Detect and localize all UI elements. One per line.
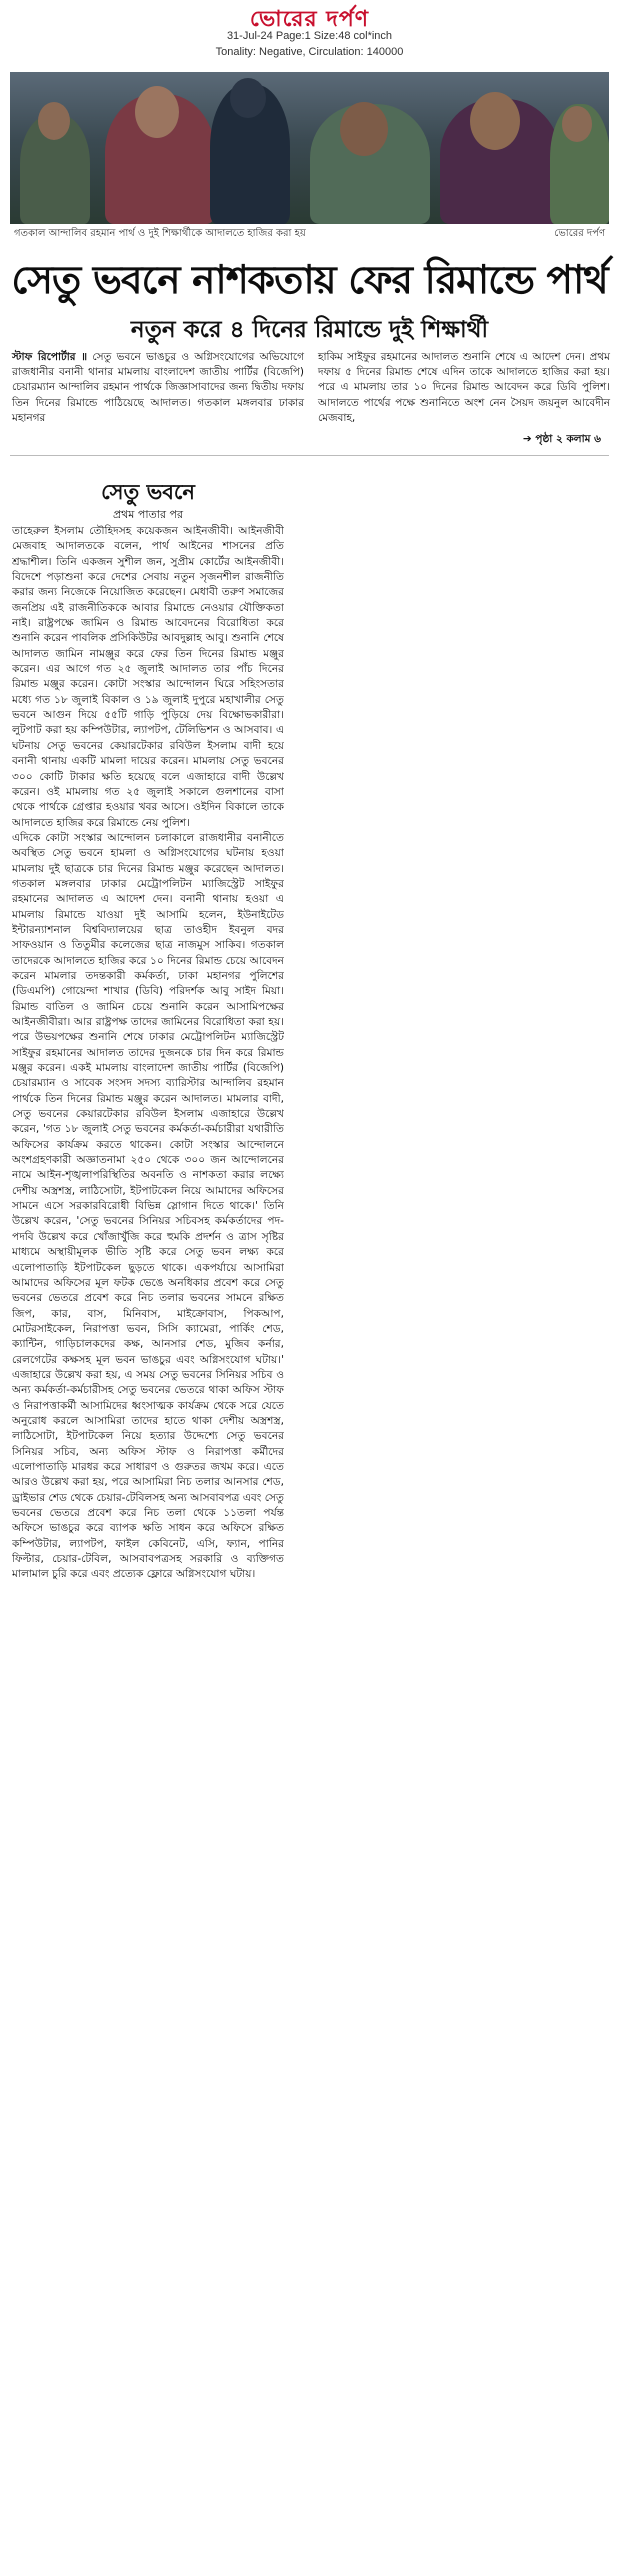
section-divider <box>10 455 609 456</box>
body-paragraph: তাহেরুল ইসলাম তৌহিদসহ কয়েকজন আইনজীবী। আইনজীবী মেজবাহ আদালতকে বলেন, পার্থ আইনের শাসনের প্রতি শ্রদ্ধাশীল। তিনি একজন সুশীল জন, সুপ্রীম কোর্টের আইনজীবী। বিদেশে পড়াশুনা করে দেশের সেবায় নতুন সৃজনশীল রাজনীতি করার জন্য নিজেকে নিয়োজিত করেছেন। মেধাবী তরুণ সমাজের জনপ্রিয় এই রাজনীতিককে আবার রিমান্ডে নেওয়ার যৌক্তিকতা নাই। রাষ্ট্রপক্ষে জামিন ও রিমান্ড আবেদনের বিরোধিতা করে শুনানি করেন পাবলিক প্রসিকিউটর আবদুল্লাহ আবু। শুনানি শেষে আদালত জামিন নামঞ্জুর করে ফের তিন দিনের রিমান্ড মঞ্জুর করেন। এর আগে গত ২৫ জুলাই আদালত তার পাঁচ দিনের রিমান্ড মঞ্জুর করেন। কোটা সংস্কার আন্দোলন ঘিরে সহিংসতার মধ্যে গত ১৮ জুলাই বিকাল ও ১৯ জুলাই দুপুরে মহাখালীর সেতু ভবনে আগুন দিয়ে ৫৫টি গাড়ি পুড়িয়ে দেয় বিক্ষোভকারীরা। লুটপাট করা হয় কম্পিউটার, ল্যাপটপ, টেলিভিশন ও আসবাব। এ ঘটনায় সেতু ভবনের কেয়ারটেকার রবিউল ইসলাম বাদী হয়ে বনানী থানায় একটি মামলা দায়ের করেন। মামলায় সেতু ভবনের ৩০০ কোটি টাকার ক্ষতি হয়েছে বলে এজাহারে বাদী উল্লেখ করেন। ওই মামলায় গত ২৫ জুলাই সকালে গুলশানের বাসা থেকে পার্থকে গ্রেপ্তার হওয়ার খবর আসে। ওইদিন বিকালে তাকে আদালতে হাজির করে রিমান্ডে নেয় পুলিশ। <box>12 525 284 829</box>
clipping-meta-date-size: 31-Jul-24 Page:1 Size:48 col*inch <box>226 30 393 42</box>
photo-caption-row <box>14 226 605 242</box>
continuation-body <box>12 524 284 2554</box>
subheadline: নতুন করে ৪ দিনের রিমান্ডে দুই শিক্ষার্থী <box>130 317 489 343</box>
headline: সেতু ভবনে নাশকতায় ফের রিমান্ডে পার্থ <box>11 258 608 303</box>
body-paragraph: এদিকে কোটা সংস্কার আন্দোলন চলাকালে রাজধানীর বনানীতে অবস্থিত সেতু ভবনে হামলা ও অগ্নিসংযোগের ঘটনায় হওয়া মামলায় দুই ছাত্রকে চার দিনের রিমান্ড মঞ্জুর করেছেন আদালত। গতকাল মঙ্গলবার ঢাকার মেট্রোপলিটন ম্যাজিস্ট্রেট সাইফুর রহমানের আদালত এ আদেশ দেন। বনানী থানায় হওয়া এ মামলায় রিমান্ডে যাওয়া দুই আসামি হলেন, ইউনাইটেড ইন্টারন্যাশনাল বিশ্ববিদ্যালয়ের ছাত্র তাওহীদ ইবনুল বদর সাফওয়ান ও তিতুমীর কলেজের ছাত্র নাজমুস সাকিব। গতকাল তাদেরকে আদালতে হাজির করে ১০ দিনের রিমান্ড চেয়ে আবেদন করেন মামলার তদন্তকারী কর্মকর্তা, ঢাকা মহানগর পুলিশের (ডিএমপি) গোয়েন্দা শাখার (ডিবি) পরিদর্শক আবু সাইদ মিয়া। রিমান্ড বাতিল ও জামিন চেয়ে শুনানি করেন আসামিপক্ষের আইনজীবীরা। আর রাষ্ট্রপক্ষ তাদের জামিনের বিরোধিতা করা হয়। পরে উভয়পক্ষের শুনানি শেষে ঢাকার মেট্রোপলিটন ম্যাজিস্ট্রেট সাইফুর রহমানের আদালত তাদের দুজনকে চার দিন করে রিমান্ড মঞ্জুর করেন। একই মামলায় বাংলাদেশ জাতীয় পার্টির (বিজেপি) চেয়ারম্যান ও সাবেক সংসদ সদস্য ব্যারিস্টার আন্দালিব রহমান পার্থকে তিন দিনের রিমান্ড মঞ্জুর করেন আদালত। মামলার বাদী, সেতু ভবনের কেয়ারটেকার রবিউল ইসলাম এজাহারে উল্লেখ করেন, 'গত ১৮ জুলাই সেতু ভবনের কর্মকর্তা-কর্মচারীরা যথারীতি অফিসের কার্যক্রম করতে থাকেন। কোটা সংস্কার আন্দোলনে অংশগ্রহণকারী অজ্ঞাতনামা ২৫০ থেকে ৩০০ জন আন্দোলনের নামে আইন-শৃঙ্খলাপরিস্থিতির অবনতি ও নাশকতা করার লক্ষ্যে দেশীয় অস্ত্রশস্ত্র, লাঠিসোটা, ইটপাটকেল নিয়ে আমাদের অফিসের সামনে এসে সরকারবিরোধী বিভিন্ন স্লোগান দিতে থাকে।' তিনি উল্লেখ করেন, 'সেতু ভবনের সিনিয়র সচিবসহ কর্মকর্তাদের পদ-পদবি উল্লেখ করে খোঁজাখুঁজি করে হুমকি প্রদর্শন ও ত্রাস সৃষ্টির মাধ্যমে অস্থায়ীমূলক ভীতি সৃষ্টি করে সেতু ভবন লক্ষ্য করে এলোপাতাড়ি ইটপাটকেল ছুড়তে থাকে। একপর্যায়ে আসামিরা আমাদের অফিসের মূল ফটক ভেঙে অনধিকার প্রবেশ করে সেতু ভবনের ভেতরে প্রবেশ করে নিচ তলার ভবনের সামনে রক্ষিত জিপ, কার, বাস, মিনিবাস, মাইক্রোবাস, পিকআপ, মোটরসাইকেল, নিরাপত্তা ভবন, সিসি ক্যামেরা, পার্কিং শেড, ক্যান্টিন, গাড়িচালকদের কক্ষ, আনসার শেড, মুজিব কর্নার, রেলগেটের কক্ষসহ মূল ভবন ভাঙচুর এবং অগ্নিসংযোগ ঘটায়।' এজাহারে উল্লেখ করা হয়, এ সময় সেতু ভবনের সিনিয়র সচিব ও অন্য কর্মকর্তা-কর্মচারীসহ সেতু ভবনের ভেতরে থাকা অফিস স্টাফ ও নিরাপত্তাকর্মী আসামিদের ধ্বংসাত্মক কার্যক্রম থেকে সরে যেতে অনুরোধ করলে আসামিরা তাদের হাতে থাকা দেশীয় অস্ত্রশস্ত্র, লাঠিসোটা, ইটপাটকেল নিয়ে হত্যার উদ্দেশ্যে সেতু ভবনের সিনিয়র সচিব, অন্য অফিস স্টাফ ও নিরাপত্তা কর্মীদের এলোপাতাড়ি মারধর করে সাধারণ ও গুরুতর জখম করে। এতে আরও উল্লেখ করা হয়, পরে আসামিরা নিচ তলার আনসার শেড, ড্রাইভার শেড থেকে চেয়ার-টেবিলসহ অন্য আসবাবপত্র এবং সেতু ভবনের ভেতরে প্রবেশ করে নিচ তলা থেকে ১১তলা পর্যন্ত অফিসে ভাঙচুর করে ব্যাপক ক্ষতি সাধন করে অফিসে রক্ষিত কম্পিউটার, ল্যাপটপ, ফাইল কেবিনেট, এসি, ফ্যান, পানির ফিল্টার, চেয়ার-টেবিল, আসবাবপত্রসহ সরকারি ও ব্যক্তিগত মালামাল চুরি করে এবং প্রত্যেক ফ্লোরে অগ্নিসংযোগ ঘটায়। <box>12 831 284 1581</box>
masthead <box>0 0 619 68</box>
lead-column-left <box>12 350 304 426</box>
newspaper-logo: ভোরের দর্পণ <box>249 6 370 32</box>
lead-column-right <box>318 350 610 426</box>
news-photo <box>10 72 609 224</box>
lead-text-right: হাকিম সাইফুর রহমানের আদালত শুনানি শেষে এ আদেশ দেন। প্রথম দফায় ৫ দিনের রিমান্ড শেষে এদিন তাকে আদালতে হাজির করা হয়। পরে এ মামলায় তার ১০ দিনের রিমান্ড আবেদন করে ডিবি পুলিশ। আদালতে পার্থের পক্ষে শুনানিতে অংশ নেন সৈয়দ জয়নুল আবেদীন মেজবাহ, <box>318 351 610 424</box>
byline: স্টাফ রিপোর্টার ॥ <box>12 351 88 363</box>
photo-caption: গতকাল আন্দালিব রহমান পার্থ ও দুই শিক্ষার্থীকে আদালতে হাজির করা হয় <box>14 228 306 239</box>
photo-credit: ভোরের দর্পণ <box>554 228 605 239</box>
continuation-title: সেতু ভবনে <box>101 480 195 504</box>
lead-text-left: সেতু ভবনে ভাঙচুর ও অগ্নিসংযোগের অভিযোগে রাজধানীর বনানী থানার মামলায় বাংলাদেশ জাতীয় পার্টির (বিজেপি) চেয়ারম্যান আন্দালিব রহমান পার্থকে জিজ্ঞাসাবাদের জন্য দ্বিতীয় দফায় তিন দিনের রিমান্ডে পাঠিয়েছে আদালত। গতকাল মঙ্গলবার ঢাকার মহানগর <box>12 351 304 424</box>
continued-on-page-marker: ➔ পৃষ্ঠা ২ কলাম ৬ <box>522 433 601 445</box>
continuation-subtitle: প্রথম পাতার পর <box>112 508 184 521</box>
clipping-meta-tonality: Tonality: Negative, Circulation: 140000 <box>215 46 404 58</box>
